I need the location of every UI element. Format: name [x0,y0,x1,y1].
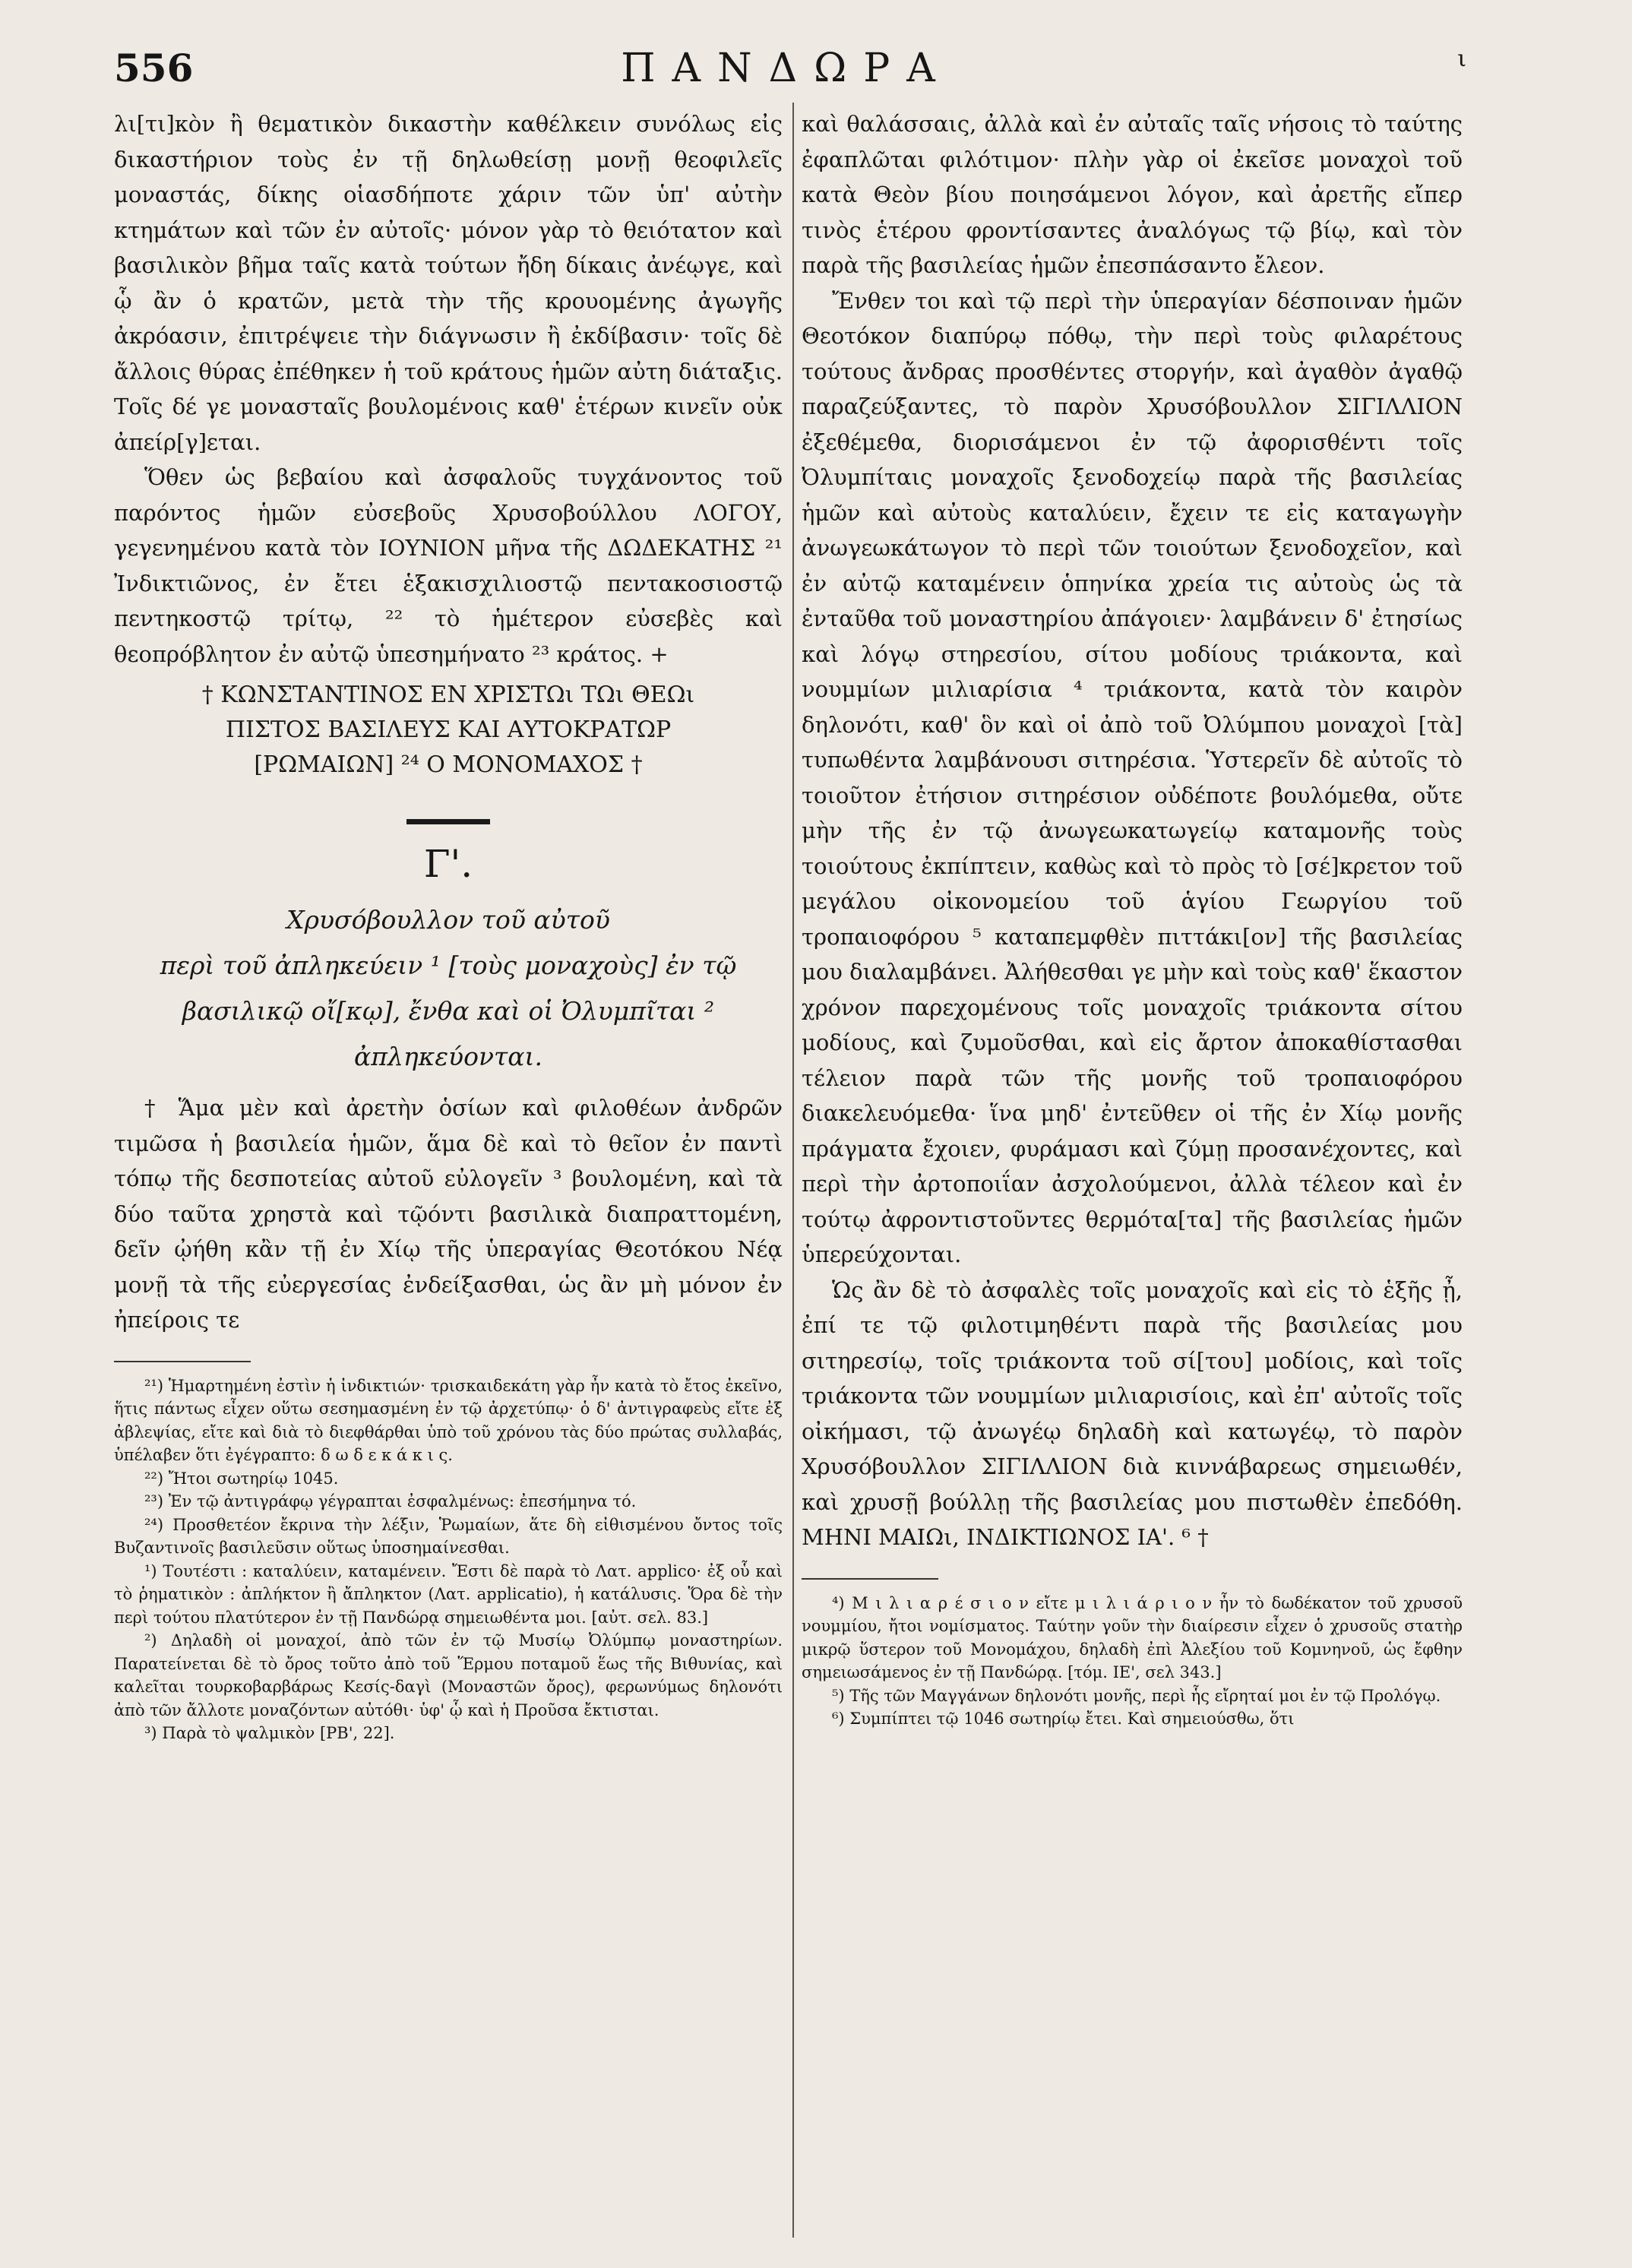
footnote: ²²) Ἤτοι σωτηρίῳ 1045. [144,1469,339,1488]
section-title [114,897,783,1080]
footnote-rule [802,1578,938,1580]
section-title-line: βασιλικῷ οἴ[κῳ], ἔνθα καὶ οἱ Ὀλυμπῖται ² [182,996,715,1026]
column-divider [792,103,794,2238]
paragraph: Ἔνθεν τοι καὶ τῷ περὶ τὴν ὑπεραγίαν δέσποιναν ἡμῶν Θεοτόκον διαπύρῳ πόθῳ, τὴν περὶ τοὺς φιλαρέτους τούτους ἄνδρας προσθέντες στοργήν, καὶ ἀγαθὸν ἀγαθῷ παραζεύξαντες, τὸ παρὸν Χρυσόβουλλον ΣΙΓΙΛΛΙΟΝ ἐξεθέμεθα, διορισάμενοι ἐν τῷ ἀφορισθέντι τοῖς Ὀλυμπίταις μοναχοῖς ξενοδοχείῳ παρὰ τῆς βασιλείας ἡμῶν καὶ αὐτοὺς καταλύειν, ἔχειν τε εἰς καταγωγὴν ἀνωγεωκάτωγον τὸ περὶ τῶν τοιούτων ξενοδοχεῖον, καὶ ἐν αὐτῷ καταμένειν ὁπηνίκα χρεία τις αὐτοὺς ὡς τὰ ἐνταῦθα τοῦ μοναστηρίου ἀπάγοιεν· λαμβάνειν δ' ἐτησίως καὶ λόγῳ στηρεσίου, σίτου μοδίους τριάκοντα, καὶ νουμμίων μιλιαρίσια ⁴ τριάκοντα, κατὰ τὸν καιρὸν δηλονότι, καθ' ὃν καὶ οἱ ἀπὸ τοῦ Ὀλύμπου μοναχοὶ [τὰ] τυπωθέντα λαμβάνουσι σιτηρέσια. Ὑστερεῖν δὲ αὐτοῖς τὸ τοιοῦτον ἐτήσιον σιτηρέσιον οὐδέποτε βουλόμεθα, οὔτε μὴν τῆς ἐν τῷ ἀνωγεωκατωγείῳ καταμονῆς τοὺς τοιούτους ἐκπίπτειν, καθὼς καὶ τὸ πρὸς τὸ [σέ]κρετον τοῦ μεγάλου οἰκονομείου τοῦ ἁγίου Γεωργίου τοῦ τροπαιοφόρου ⁵ καταπεμφθὲν πιττάκι[ον] τῆς βασιλείας μου διαλαμβάνει. Ἀλήθεσθαι γε μὴν καὶ τοὺς καθ' ἕκαστον χρόνον παρεχομένους τοῖς μοναχοῖς τριάκοντα σίτου μοδίους, καὶ ζυμοῦσθαι, καὶ εἰς ἄρτον ἀποκαθίστασθαι τέλειον παρὰ τῶν τῆς μονῆς τοῦ τροπαιοφόρου διακελευόμεθα· ἵνα μηδ' ἐντεῦθεν οἱ τῆς ἐν Χίῳ μονῆς πράγματα ἔχοιεν, φυράμασι καὶ ζύμῃ προσανέχοντες, καὶ περὶ τὴν ἀρτοποιΐαν ἀσχολούμενοι, ἀλλὰ τέλεον καὶ ἐν τούτῳ ἀφροντιστοῦντες θερμότα[τα] τῆς βασιλείας ἡμῶν ὑπερεύχονται. [802,287,1463,1267]
paragraph-continued: καὶ θαλάσσαις, ἀλλὰ καὶ ἐν αὐταῖς ταῖς νήσοις τὸ ταύτης ἐφαπλῶται φιλότιμον· πλὴν γὰρ οἱ ἐκεῖσε μοναχοὶ τοῦ κατὰ Θεὸν βίου ποιησάμενοι λόγον, καὶ ἀρετῆς εἴπερ τινὸς ἑτέρου φροντίσαντες ἀναλόγως τῷ βίῳ, καὶ τὸν παρὰ τῆς βασιλείας ἡμῶν ἐπεσπάσαντο ἔλεον. [802,111,1463,278]
footnote-rule [114,1361,251,1362]
paragraph-continued: λι[τι]κὸν ἢ θεματικὸν δικαστὴν καθέλκειν συνόλως εἰς δικαστήριον τοὺς ἐν τῇ δηλωθείσῃ μονῇ θεοφιλεῖς μοναστάς, δίκης οἱασδήποτε χάριν τῶν ὑπ' αὐτὴν κτημάτων καὶ τῶν ἐν αὐτοῖς· μόνον γὰρ τὸ θειότατον καὶ βασιλικὸν βῆμα ταῖς κατὰ τούτων ἤδη δίκαις ἀνέῳγε, καὶ ᾧ ἂν ὁ κρατῶν, μετὰ τὴν τῆς κρουομένης ἀγωγῆς ἀκρόασιν, ἐπιτρέψειε τὴν διάγνωσιν ἢ ἐκδίβασιν· τοῖς δὲ ἄλλοις θύρας ἐπέθηκεν ἡ τοῦ κράτους ἡμῶν αὐτη διάταξις. Τοῖς δέ γε μονασταῖς βουλομένοις καθ' ἑτέρων κινεῖν οὐκ ἀπείρ[γ]εται. [114,111,783,455]
page-header [114,46,1466,99]
footnote: ²¹) Ἡμαρτημένη ἐστὶν ἡ ἰνδικτιών· τρισκαιδεκάτη γὰρ ἦν κατὰ τὸ ἔτος ἐκεῖνο, ἥτις πάντως εἶχεν οὕτω σεσημασμένη ἐν τῷ ἀρχετύπῳ· ὁ δ' ἀντιγραφεὺς εἴτε ἐξ ἀβλεψίας, εἴτε καὶ διὰ τὸ διεφθάρθαι ὑπὸ τοῦ χρόνου τὰς δύο πρώτας συλλαβάς, ὑπέλαβεν ὅτι ἐγέγραπτο: δ ω δ ε κ ά κ ι ς. [114,1376,783,1464]
section-title-line: ἀπληκεύονται. [354,1042,542,1071]
right-column [802,106,1463,1731]
left-column [114,106,783,1745]
signature-line: † ΚΩΝΣΤΑΝΤΙΝΟΣ ΕΝ ΧΡΙΣΤΩι ΤΩι ΘΕΩι [201,682,695,708]
footnote: ⁵) Τῆς τῶν Μαγγάνων δηλονότι μονῆς, περὶ ἧς εἴρηταί μοι ἐν τῷ Προλόγῳ. [832,1686,1441,1705]
section-number: Γ'. [423,842,473,886]
footnote: ¹) Τουτέστι : καταλύειν, καταμένειν. Ἔστι δὲ παρὰ τὸ Λατ. applico· ἐξ οὗ καὶ τὸ ῥηματικὸν : ἀπλήκτον ἢ ἄπληκτον (Λατ. applicatio), ἡ κατάλυσις. Ὅρα δὲ τὴν περὶ τούτου πλατύτερον ἐν τῇ Πανδώρᾳ σημειωθέντα μοι. [αὐτ. σελ. 83.] [114,1561,783,1627]
corner-mark: ι [1457,46,1466,72]
footnote: ²⁴) Προσθετέον ἔκρινα τὴν λέξιν, Ῥωμαίων, ἅτε δὴ εἰθισμένου ὄντος τοῖς Βυζαντινοῖς βασιλεῦσιν οὕτως ὑποσημαίνεσθαι. [114,1515,783,1557]
running-title: ΠΑΝΔΩΡΑ [621,46,952,91]
footnote: ²) Δηλαδὴ οἱ μοναχοί, ἀπὸ τῶν ἐν τῷ Μυσίῳ Ὀλύμπῳ μοναστηρίων. Παρατείνεται δὲ τὸ ὄρος τοῦτο ἀπὸ τοῦ Ἕρμου ποταμοῦ ἕως τῆς Βιθυνίας, καὶ καλεῖται τουρκοβαρβάρως Κεσίς-δαγὶ (Μοναστῶν ὄρος), φερωνύμως δηλονότι ἀπὸ τῶν ἄλλοτε μοναζόντων αὐτόθι· ὑφ' ᾧ καὶ ἡ Προῦσα ἔκτισται. [114,1631,783,1719]
footnote: ³) Παρὰ τὸ ψαλμικὸν [ΡΒ', 22]. [144,1724,395,1742]
paragraph-dating: Ὅθεν ὡς βεβαίου καὶ ἀσφαλοῦς τυγχάνοντος τοῦ παρόντος ἡμῶν εὐσεβοῦς Χρυσοβούλλου ΛΟΓΟΥ, γεγενημένου κατὰ τὸν ΙΟΥΝΙΟΝ μῆνα τῆς ΔΩΔΕΚΑΤΗΣ ²¹ Ἰνδικτιῶνος, ἐν ἔτει ἑξακισχιλιοστῷ πεντακοσιοστῷ πεντηκοστῷ τρίτῳ, ²² τὸ ἡμέτερον εὐσεβὲς καὶ θεοπρόβλητον ἐν αὐτῷ ὑπεσημήνατο ²³ κράτος. + [114,464,783,667]
signature-line: ΠΙΣΤΟΣ ΒΑΣΙΛΕΥΣ ΚΑΙ ΑΥΤΟΚΡΑΤΩΡ [225,716,672,743]
page-number: 556 [114,46,194,90]
footnote: ⁴) Μ ι λ ι α ρ έ σ ι ο ν εἴτε μ ι λ ι ά ρ ι ο ν ἦν τὸ δωδέκατον τοῦ χρυσοῦ νουμμίου, ἤτοι νομίσματος. Ταύτην γοῦν τὴν διαίρεσιν εἶχεν ὁ χρυσοῦς στατὴρ μικρῷ ὕστερον τοῦ Μονομάχου, δηλαδὴ ἐπὶ Ἀλεξίου τοῦ Κομνηνοῦ, ὡς ἔφθην σημειωσάμενος ἐν τῇ Πανδώρᾳ. [τόμ. ΙΕ', σελ 343.] [802,1593,1463,1681]
paragraph: Ὡς ἂν δὲ τὸ ἀσφαλὲς τοῖς μοναχοῖς καὶ εἰς τὸ ἑξῆς ᾖ, ἐπί τε τῷ φιλοτιμηθέντι παρὰ τῆς βασιλείας μου σιτηρεσίῳ, τοῖς τριάκοντα τοῦ σί[του] μοδίοις, καὶ τοῖς τριάκοντα τῶν νουμμίων μιλιαρισίοις, καὶ ἐπ' αὐτοῖς τοῖς οἰκήμασι, τῷ ἀνωγέῳ δηλαδὴ καὶ κατωγέῳ, τὸ παρὸν Χρυσόβουλλον ΣΙΓΙΛΛΙΟΝ διὰ κιννάβαρεως σημειωθέν, καὶ χρυσῇ βούλλῃ τῆς βασιλείας μου πιστωθὲν ἐπεδόθη. ΜΗΝΙ ΜΑΙΩι, ΙΝΔΙΚΤΙΩΝΟΣ ΙΑ'. ⁶ † [802,1276,1463,1550]
signature-line: [ΡΩΜΑΙΩΝ] ²⁴ Ο ΜΟΝΟΜΑΧΟΣ † [254,751,643,778]
section-rule [406,819,490,824]
section-title-line: περὶ τοῦ ἀπληκεύειν ¹ [τοὺς μοναχοὺς] ἐν τῷ [160,951,737,980]
footnotes-left [114,1374,783,1745]
footnote: ²³) Ἐν τῷ ἀντιγράφῳ γέγραπται ἐσφαλμένως: ἐπεσήμηνα τό. [144,1492,637,1510]
section-paragraph: † Ἅμα μὲν καὶ ἀρετὴν ὁσίων καὶ φιλοθέων ἀνδρῶν τιμῶσα ἡ βασιλεία ἡμῶν, ἅμα δὲ καὶ τὸ θεῖον ἐν παντὶ τόπῳ τῆς δεσποτείας αὐτοῦ εὐλογεῖν ³ βουλομένη, καὶ τὰ δύο ταῦτα χρηστὰ καὶ τῷόντι βασιλικὰ διαπραττομένη, δεῖν ᾠήθη κἂν τῇ ἐν Χίῳ τῆς ὑπεραγίας Θεοτόκου Νέᾳ μονῇ τὰ τῆς εὐεργεσίας ἐνδείξασθαι, ὡς ἂν μὴ μόνον ἐν ἠπείροις τε [114,1095,783,1333]
section-title-line: Χρυσόβουλλον τοῦ αὐτοῦ [286,905,610,935]
signature-block [114,678,783,783]
footnote: ⁶) Συμπίπτει τῷ 1046 σωτηρίῳ ἔτει. Καὶ σημειούσθω, ὅτι [832,1710,1295,1728]
footnotes-right [802,1592,1463,1731]
